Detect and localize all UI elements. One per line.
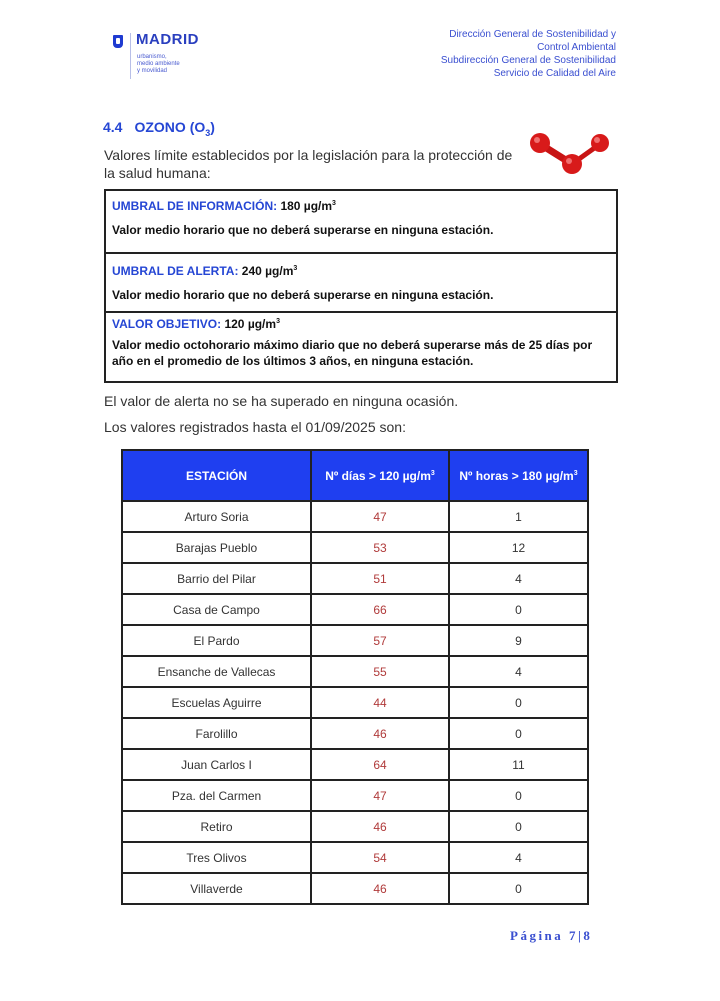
station-cell: Tres Olivos <box>122 842 311 873</box>
column-header-station <box>122 450 311 501</box>
limit-unit-sup: 3 <box>276 318 280 325</box>
hours-cell: 0 <box>449 811 588 842</box>
ozone-stations-table <box>121 449 589 905</box>
column-header-days <box>311 450 449 501</box>
section-title <box>103 119 215 138</box>
days-cell: 57 <box>311 625 449 656</box>
alert-note: El valor de alerta no se ha superado en ninguna ocasión. <box>104 393 459 409</box>
limit-description: Valor medio horario que no deberá superarse en ninguna estación. <box>112 288 494 302</box>
table-row <box>122 625 588 656</box>
table-row <box>122 501 588 532</box>
column-header-hours <box>449 450 588 501</box>
station-cell: Farolillo <box>122 718 311 749</box>
table-header-row <box>122 450 588 501</box>
column-header-label: ESTACIÓN <box>185 468 248 483</box>
station-cell: El Pardo <box>122 625 311 656</box>
logo-subtitle-line: urbanismo, <box>137 54 167 60</box>
hours-cell: 1 <box>449 501 588 532</box>
days-cell: 47 <box>311 780 449 811</box>
limit-target-value <box>106 313 616 381</box>
table-row <box>122 780 588 811</box>
station-cell: Escuelas Aguirre <box>122 687 311 718</box>
unit-sup: 3 <box>573 469 578 477</box>
table-row <box>122 656 588 687</box>
values-intro: Los valores registrados hasta el 01/09/2025 son: <box>104 419 406 435</box>
hours-cell: 12 <box>449 532 588 563</box>
station-cell: Barrio del Pilar <box>122 563 311 594</box>
logo-divider <box>130 33 131 79</box>
limit-value: 240 µg/m <box>238 264 294 278</box>
hours-cell: 4 <box>449 656 588 687</box>
hours-cell: 0 <box>449 718 588 749</box>
station-cell: Barajas Pueblo <box>122 532 311 563</box>
station-cell: Pza. del Carmen <box>122 780 311 811</box>
station-cell: Villaverde <box>122 873 311 904</box>
org-line: Subdirección General de Sostenibilidad <box>440 55 616 66</box>
limit-label: UMBRAL DE INFORMACIÓN: <box>112 199 278 213</box>
station-cell: Retiro <box>122 811 311 842</box>
table-row <box>122 687 588 718</box>
limits-box <box>104 189 618 383</box>
hours-cell: 4 <box>449 563 588 594</box>
organization-header <box>441 28 616 80</box>
section-number: 4.4 <box>103 119 123 135</box>
days-cell: 54 <box>311 842 449 873</box>
table-row <box>122 749 588 780</box>
station-cell: Casa de Campo <box>122 594 311 625</box>
limit-alert-threshold <box>106 254 616 313</box>
hours-cell: 0 <box>449 873 588 904</box>
limit-value: 120 µg/m <box>221 317 277 331</box>
table-row <box>122 532 588 563</box>
logo-subtitle-line: y movilidad <box>137 68 168 74</box>
intro-text: Valores límite establecidos por la legislación para la protección de la salud humana: <box>104 147 513 181</box>
ozone-molecule-icon <box>528 128 616 178</box>
table-row <box>122 873 588 904</box>
unit-sup: 3 <box>430 469 435 477</box>
limit-unit-sup: 3 <box>332 200 336 207</box>
limit-value: 180 µg/m <box>277 199 333 213</box>
logo-subtitle-line: medio ambiente <box>137 61 180 67</box>
limit-information-threshold <box>106 191 616 254</box>
section-title-text: OZONO (O <box>134 119 206 135</box>
column-header-label: Nº días > 120 µg/m <box>325 468 431 483</box>
logo-subtitle <box>137 54 217 75</box>
days-cell: 64 <box>311 749 449 780</box>
hours-cell: 0 <box>449 780 588 811</box>
hours-cell: 9 <box>449 625 588 656</box>
limit-label: VALOR OBJETIVO: <box>112 317 222 331</box>
days-cell: 46 <box>311 811 449 842</box>
section-title-close: ) <box>210 119 215 135</box>
limit-unit-sup: 3 <box>293 265 298 272</box>
days-cell: 44 <box>311 687 449 718</box>
table-row <box>122 842 588 873</box>
limit-description: Valor medio horario que no deberá superarse en ninguna estación. <box>112 223 494 237</box>
hours-cell: 0 <box>449 687 588 718</box>
table-row <box>122 811 588 842</box>
table-row <box>122 718 588 749</box>
org-line: Dirección General de Sostenibilidad y <box>449 29 616 40</box>
days-cell: 55 <box>311 656 449 687</box>
logo-title: MADRID <box>136 31 199 48</box>
station-cell: Arturo Soria <box>122 501 311 532</box>
days-cell: 46 <box>311 718 449 749</box>
hours-cell: 4 <box>449 842 588 873</box>
limit-description: Valor medio octohorario máximo diario que no deberá superarse más de 25 días por año en el promedio de los últimos 3 años, en ninguna estación. <box>112 338 593 368</box>
station-cell: Juan Carlos I <box>122 749 311 780</box>
table-row <box>122 563 588 594</box>
org-line: Control Ambiental <box>537 42 616 53</box>
org-line: Servicio de Calidad del Aire <box>493 68 616 79</box>
days-cell: 46 <box>311 873 449 904</box>
hours-cell: 0 <box>449 594 588 625</box>
days-cell: 47 <box>311 501 449 532</box>
days-cell: 53 <box>311 532 449 563</box>
table-row <box>122 594 588 625</box>
station-cell: Ensanche de Vallecas <box>122 656 311 687</box>
days-cell: 66 <box>311 594 449 625</box>
page-number: Página 7|8 <box>510 928 593 943</box>
section-title-subscript: 3 <box>205 127 211 138</box>
days-cell: 51 <box>311 563 449 594</box>
hours-cell: 11 <box>449 749 588 780</box>
madrid-shield-icon <box>113 35 123 48</box>
column-header-label: Nº horas > 180 µg/m <box>459 468 574 483</box>
limit-label: UMBRAL DE ALERTA: <box>112 264 239 278</box>
